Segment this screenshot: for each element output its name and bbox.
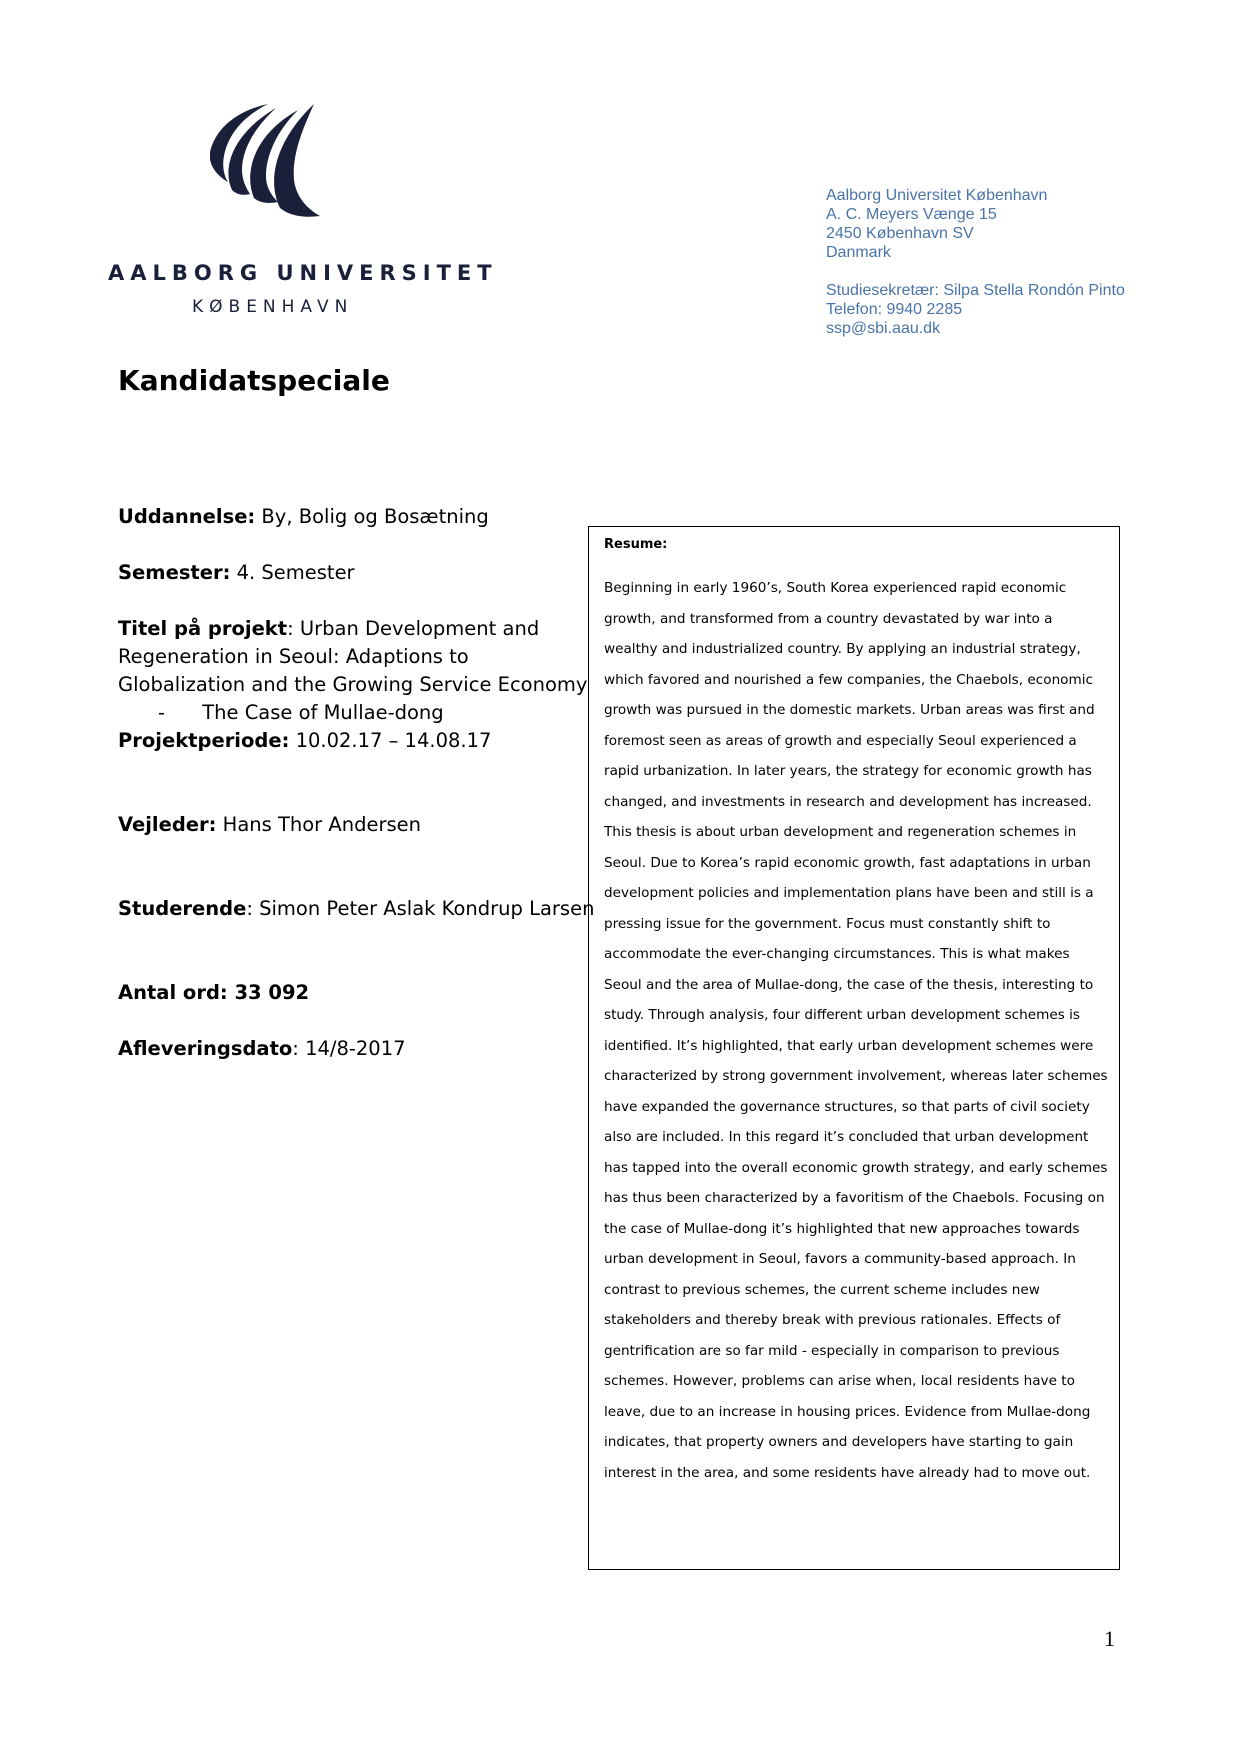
logo-university-name: AALBORG UNIVERSITET [108,261,498,285]
resume-box [588,526,1120,1570]
field-antal-ord: Antal ord: 33 092 [118,981,310,1004]
field-afleveringsdato: Afleveringsdato: 14/8-2017 [118,1037,406,1060]
resume-text: Beginning in early 1960’s, South Korea experienced rapid economic growth, and transformed from a country devastated by war into a wealthy and industrialized country. By applying an industrial strategy, which favored and nourished a few companies, the Chaebols, economic growth was pursued in the domestic markets. Urban areas was first and foremost seen as areas of growth and especially Seoul experienced a rapid urbanization. In later years, the strategy for economic growth has changed, and investments in research and development has increased. This thesis is about urban development and regeneration schemes in Seoul. Due to Korea’s rapid economic growth, fast adaptations in urban development policies and implementation plans have been and still is a pressing issue for the government. Focus must constantly shift to accommodate the ever-changing circumstances. This is what makes Seoul and the area of Mullae-dong, the case of the thesis, interesting to study. Through analysis, four different urban development schemes is identified. It’s highlighted, that early urban development schemes were characterized by strong government involvement, whereas later schemes have expanded the governance structures, so that parts of civil society also are included. In this regard it’s concluded that urban development has tapped into the overall economic growth strategy, and early schemes has thus been characterized by a favoritism of the Chaebols. Focusing on the case of Mullae-dong it’s highlighted that new approaches towards urban development in Seoul, favors a community-based approach. In contrast to previous schemes, the current scheme includes new stakeholders and thereby break with previous rationales. Effects of gentrification are so far mild - especially in comparison to previous schemes. However, problems can arise when, local residents have to leave, due to an increase in housing prices. Evidence from Mullae-dong indicates, that property owners and developers have starting to gain interest in the area, and some residents have already had to move out. [604,580,1108,1481]
field-uddannelse: Uddannelse: By, Bolig og Bosætning [118,505,489,528]
field-vejleder: Vejleder: Hans Thor Andersen [118,813,422,836]
field-titel: Titel på projekt: Urban Development and Regeneration in Seoul: Adaptions to Globalization and the Growing Service Economy - The Case of Mullae-dong [118,617,588,724]
aau-wave-logo-icon [210,104,322,224]
resume-label: Resume: [604,537,668,552]
page-number: 1 [1104,1626,1115,1651]
address-line: A. C. Meyers Vænge 15 [826,206,997,223]
logo-subtitle: KØBENHAVN [192,297,354,317]
address-line: Aalborg Universitet København [826,187,1048,204]
field-projektperiode: Projektperiode: 10.02.17 – 14.08.17 [118,729,492,752]
field-semester: Semester: 4. Semester [118,561,355,584]
field-studerende: Studerende: Simon Peter Aslak Kondrup Larsen [118,897,595,920]
address-line: Danmark [826,244,891,261]
address-block [826,186,1206,338]
contact-email: ssp@sbi.aau.dk [826,320,941,337]
document-title: Kandidatspeciale [118,364,390,397]
contact-line: Studiesekretær: Silpa Stella Rondón Pinto [826,282,1125,299]
contact-line: Telefon: 9940 2285 [826,301,963,318]
address-line: 2450 København SV [826,225,974,242]
